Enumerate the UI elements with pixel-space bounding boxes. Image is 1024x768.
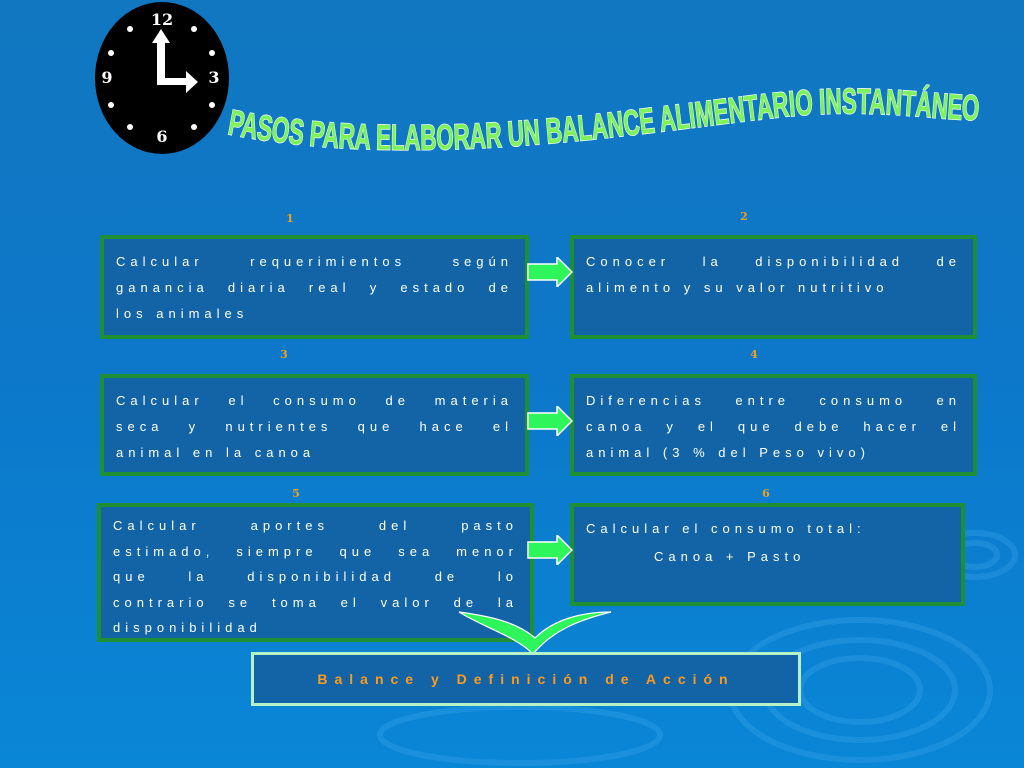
step-2-line-2: alimento y su valor nutritivo <box>586 280 889 295</box>
step-box-3 <box>100 374 529 476</box>
clock-number-3: 3 <box>208 68 220 87</box>
step-2-line-1: Conocer la disponibilidad de <box>586 254 961 269</box>
step-number-6: 6 <box>762 487 770 500</box>
svg-text:PASOS PARA ELABORAR UN BALANCE <box>225 80 991 159</box>
step-5-line-4: contrario se toma el valor de la <box>113 594 518 610</box>
step-4-line-2: canoa y el que debe hacer el <box>586 419 961 434</box>
step-4-line-1: Diferencias entre consumo en <box>586 393 961 408</box>
step-5-line-3: que la disponibilidad de lo <box>113 569 518 584</box>
step-number-4: 4 <box>750 348 758 361</box>
final-result-box <box>251 652 801 706</box>
step-box-2 <box>570 235 977 339</box>
arrow-right-icon <box>527 257 573 287</box>
step-1-line-2: ganancia diaria real y estado de <box>116 280 513 295</box>
arrow-right-icon <box>527 535 573 565</box>
clock-number-12: 12 <box>150 10 174 29</box>
step-6-line-2: Canoa + Pasto <box>654 549 806 564</box>
step-box-4 <box>570 374 977 476</box>
step-3-line-1: Calcular el consumo de materia <box>116 393 513 408</box>
step-4-line-3: animal (3 % del Peso vivo) <box>586 445 870 460</box>
title-text: PASOS PARA ELABORAR UN BALANCE ALIMENTARIO INSTANTÁNEO <box>225 80 991 159</box>
step-number-5: 5 <box>292 487 300 500</box>
step-1-line-3: los animales <box>116 306 249 321</box>
step-6-line-1: Calcular el consumo total: <box>586 521 866 536</box>
step-number-3: 3 <box>280 348 288 361</box>
step-5-line-2: estimado, siempre que sea menor <box>113 543 518 559</box>
clock-number-9: 9 <box>101 68 113 87</box>
step-5-line-1: Calcular aportes del pasto <box>113 518 518 533</box>
step-number-2: 2 <box>740 210 748 223</box>
step-5-line-5: disponibilidad <box>113 620 262 635</box>
step-box-1 <box>100 235 529 339</box>
page-title <box>222 62 992 172</box>
curved-down-arrow-icon <box>455 606 615 658</box>
step-number-1: 1 <box>286 212 294 225</box>
clock-number-6: 6 <box>156 127 168 146</box>
step-3-line-3: animal en la canoa <box>116 445 316 460</box>
final-result-text: Balance y Definición de Acción <box>317 671 735 687</box>
step-1-line-1: Calcular requerimientos según <box>116 254 513 269</box>
step-box-6 <box>570 503 965 606</box>
arrow-right-icon <box>527 406 573 436</box>
clock-icon <box>94 1 230 155</box>
step-3-line-2: seca y nutrientes que hace el <box>116 419 513 434</box>
